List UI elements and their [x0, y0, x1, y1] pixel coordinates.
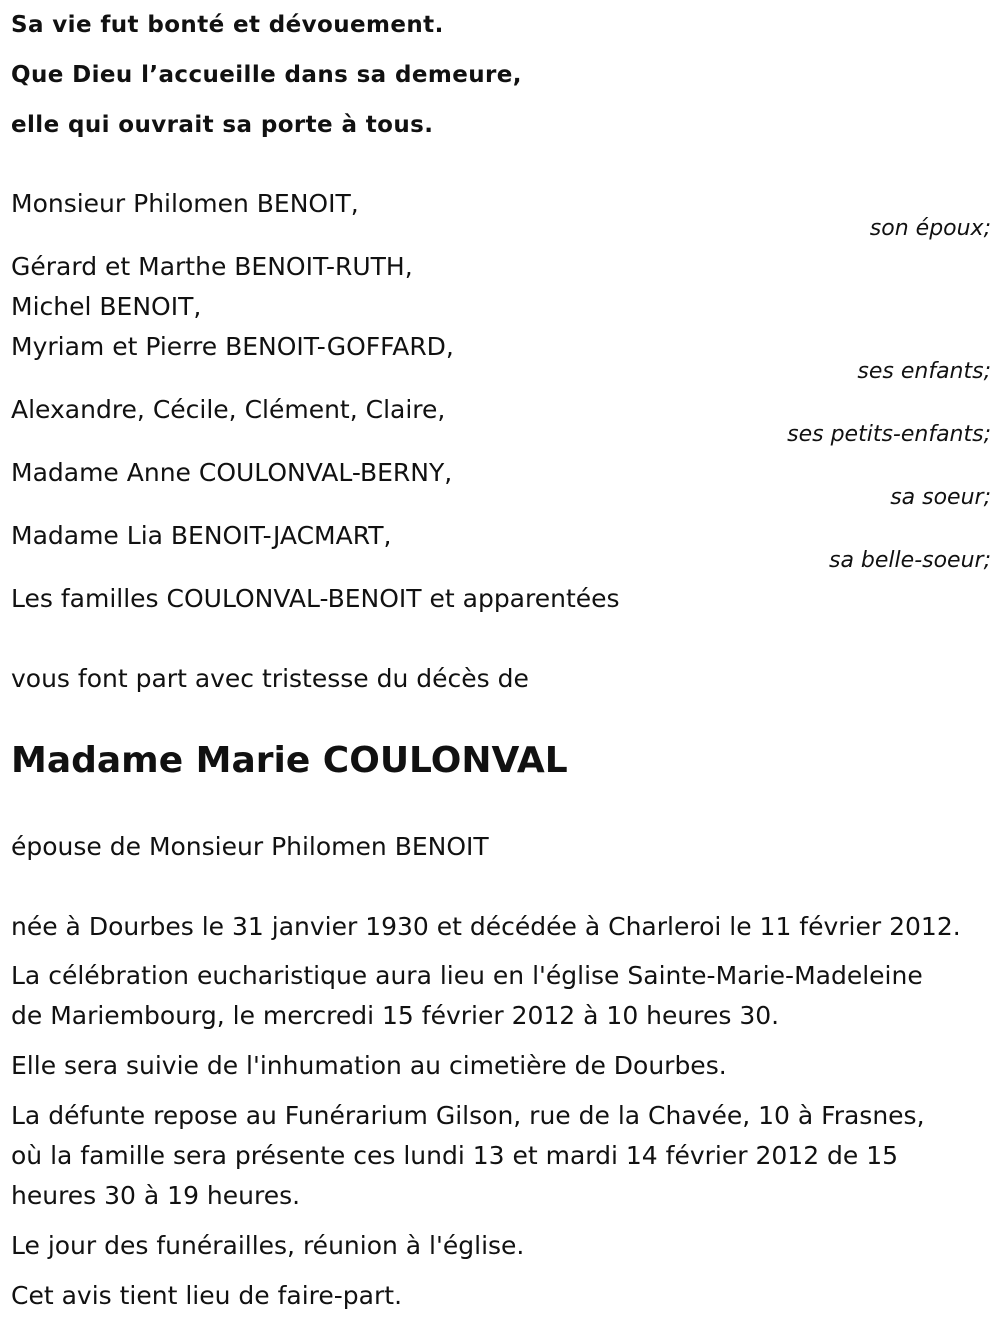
sister-in-law-relation: sa belle-soeur;	[829, 548, 991, 573]
epigraph-line-3: elle qui ouvrait sa porte à tous.	[11, 112, 434, 138]
child-2-name: Michel BENOIT,	[11, 292, 202, 321]
funerarium-line-2: où la famille sera présente ces lundi 13 et mardi 14 février 2012 de 15	[11, 1141, 899, 1170]
ceremony-line-2: de Mariembourg, le mercredi 15 février 2012 à 10 heures 30.	[11, 1001, 780, 1030]
notice-line: Cet avis tient lieu de faire-part.	[11, 1281, 403, 1310]
announcement-line: vous font part avec tristesse du décès de	[11, 664, 529, 693]
husband-relation: son époux;	[869, 216, 991, 241]
child-3-name: Myriam et Pierre BENOIT-GOFFARD,	[11, 332, 454, 361]
epigraph-line-2: Que Dieu l’accueille dans sa demeure,	[11, 62, 522, 88]
families-line: Les familles COULONVAL-BENOIT et apparentées	[11, 584, 620, 613]
grandchildren-names: Alexandre, Cécile, Clément, Claire,	[11, 395, 446, 424]
funerarium-line-1: La défunte repose au Funérarium Gilson, rue de la Chavée, 10 à Frasnes,	[11, 1101, 925, 1130]
grandchildren-relation: ses petits-enfants;	[787, 422, 991, 447]
sister-relation: sa soeur;	[890, 485, 991, 510]
husband-name: Monsieur Philomen BENOIT,	[11, 189, 359, 218]
sister-in-law-name: Madame Lia BENOIT-JACMART,	[11, 521, 392, 550]
spouse-line: épouse de Monsieur Philomen BENOIT	[11, 832, 489, 861]
epigraph-line-1: Sa vie fut bonté et dévouement.	[11, 12, 444, 38]
ceremony-line-1: La célébration eucharistique aura lieu en l'église Sainte-Marie-Madeleine	[11, 961, 923, 990]
burial-line: Elle sera suivie de l'inhumation au cimetière de Dourbes.	[11, 1051, 727, 1080]
children-relation: ses enfants;	[857, 359, 991, 384]
deceased-name: Madame Marie COULONVAL	[11, 740, 568, 781]
birth-death-line: née à Dourbes le 31 janvier 1930 et décédée à Charleroi le 11 février 2012.	[11, 912, 961, 941]
meeting-line: Le jour des funérailles, réunion à l'église.	[11, 1231, 525, 1260]
child-1-name: Gérard et Marthe BENOIT-RUTH,	[11, 252, 413, 281]
sister-name: Madame Anne COULONVAL-BERNY,	[11, 458, 453, 487]
funerarium-line-3: heures 30 à 19 heures.	[11, 1181, 301, 1210]
